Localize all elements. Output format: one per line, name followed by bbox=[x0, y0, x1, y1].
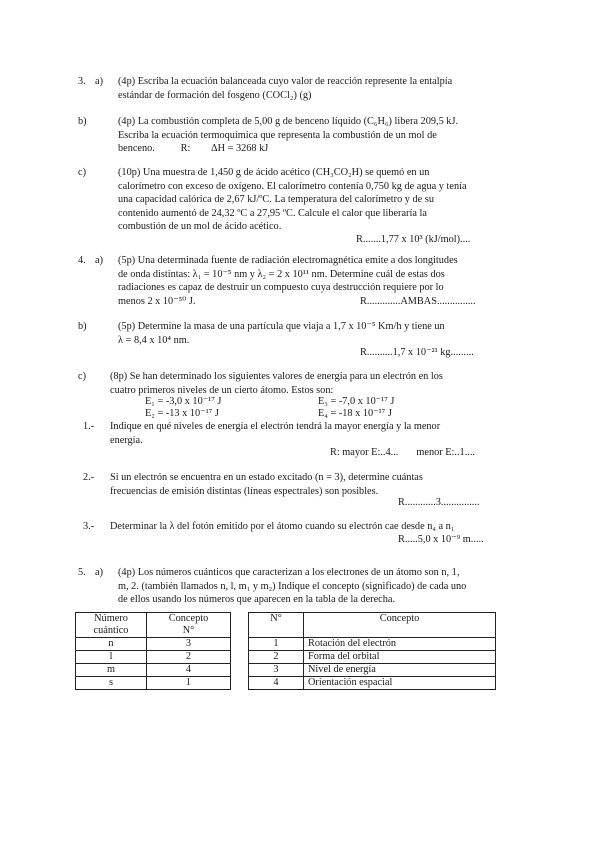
header-num: N° bbox=[249, 613, 304, 638]
qn-cell: n bbox=[76, 638, 147, 651]
num-cell: 4 bbox=[147, 664, 231, 677]
q4a-line3: radiaciones es capaz de destruir un compuesto cuya destrucción requiere por lo bbox=[118, 282, 444, 294]
table-header-row bbox=[76, 613, 231, 638]
table-row bbox=[249, 664, 496, 677]
table-header-row bbox=[249, 613, 496, 638]
q4-sub2-answer: R............3............... bbox=[398, 497, 480, 508]
header-concepto-line1: Concepto bbox=[168, 613, 209, 624]
q5-number: 5. bbox=[78, 567, 86, 578]
header-concepto: Concepto bbox=[304, 613, 496, 638]
q4b-line2: λ = 8,4 x 10⁴ nm. bbox=[118, 334, 190, 346]
q3c-line4: contenido aumentó de 24,32 ºC a 27,95 ºC. Calcule el calor que liberaría la bbox=[118, 207, 427, 219]
q4-sub1-label: 1.- bbox=[83, 421, 95, 432]
q3b-label: b) bbox=[78, 116, 87, 127]
q4c-line2: cuatro primeros niveles de un cierto átomo. Estos son: bbox=[110, 384, 334, 396]
q4-sub2-line2: frecuencias de emisión distintas (líneas espectrales) son posibles. bbox=[110, 485, 379, 497]
q4-sub1-line1: Indique en qué niveles de energía el electrón tendrá la mayor energía y la menor bbox=[110, 421, 441, 432]
q4-sub2-line1: Si un electrón se encuentra en un estado excitado (n = 3), determine cuántas bbox=[110, 472, 423, 483]
q4-sub2-text bbox=[110, 471, 496, 498]
q4a-label: a) bbox=[95, 255, 103, 266]
table-row bbox=[76, 638, 231, 651]
q3a-label: a) bbox=[95, 76, 103, 87]
q4a-line4: menos 2 x 10⁻⁵⁰ J. bbox=[118, 295, 196, 307]
qn-cell: m bbox=[76, 664, 147, 677]
q4-sub3-label: 3.- bbox=[83, 521, 95, 532]
q4b-text bbox=[118, 320, 496, 347]
q4-number: 4. bbox=[78, 255, 86, 266]
q4a-line1: (5p) Una determinada fuente de radiación electromagnética emite a dos longitudes bbox=[118, 255, 458, 266]
num-cell: 2 bbox=[147, 651, 231, 664]
num-cell: 3 bbox=[147, 638, 231, 651]
num-cell: 1 bbox=[147, 677, 231, 690]
q3b-text bbox=[118, 115, 496, 156]
q5a-line3: de ellos usando los números que aparecen en la tabla de la derecha. bbox=[118, 594, 396, 606]
header-numero-cuantico bbox=[76, 613, 147, 638]
q5a-line2: m, 2. (también llamados n, l, m₁ y m₂) Indique el concepto (significado) de cada uno bbox=[118, 580, 467, 592]
q4-sub3-line1: Determinar la λ del fotón emitido por el átomo cuando su electrón cae desde n₄ a n₁ bbox=[110, 521, 455, 532]
table-row bbox=[76, 651, 231, 664]
q4c-e4: E₄ = -18 x 10⁻¹⁷ J bbox=[318, 408, 392, 419]
num-cell: 1 bbox=[249, 638, 304, 651]
q4-sub3-text bbox=[110, 520, 496, 534]
num-cell: 2 bbox=[249, 651, 304, 664]
q4b-answer: R..........1,7 x 10⁻²¹ kg......... bbox=[360, 347, 474, 358]
q3b-line1: (4p) La combustión completa de 5,00 g de benceno líquido (C₆H₆) libera 209,5 kJ. bbox=[118, 116, 459, 127]
q4c-label: c) bbox=[78, 371, 86, 382]
q5a-label: a) bbox=[95, 567, 103, 578]
q5a-line1: (4p) Los números cuánticos que caracterizan a los electrones de un átomo son n, 1, bbox=[118, 567, 460, 578]
q3c-label: c) bbox=[78, 167, 86, 178]
q4-sub1-line2: energía. bbox=[110, 434, 143, 446]
table-row bbox=[76, 664, 231, 677]
q4a-answer: R.............AMBAS............... bbox=[360, 296, 476, 307]
num-cell: 4 bbox=[249, 677, 304, 690]
q3c-line1: (10p) Una muestra de 1,450 g de ácido acético (CH₃CO₂H) se quemó en un bbox=[118, 167, 430, 178]
q4-sub1-answer: R: mayor E:..4... menor E:..1.... bbox=[330, 447, 475, 458]
q5a-text bbox=[118, 566, 496, 607]
q4-sub1-text bbox=[110, 420, 496, 447]
q3c-answer: R.......1,77 x 10³ (kJ/mol).... bbox=[356, 234, 471, 245]
q4b-line1: (5p) Determine la masa de una partícula que viaja a 1,7 x 10⁻⁵ Km/h y tiene un bbox=[118, 321, 445, 332]
concepts-table bbox=[248, 612, 496, 690]
q3a-line1: (4p) Escriba la ecuación balanceada cuyo valor de reacción represente la entalpía bbox=[118, 76, 453, 87]
header-numero-line1: Número bbox=[94, 613, 128, 624]
q3c-text bbox=[118, 166, 496, 234]
q4a-line2: de onda distintas: λ₁ = 10⁻⁵ nm y λ₂ = 2 x 10¹¹ nm. Determine cuál de estas dos bbox=[118, 268, 445, 280]
q3c-line2: calorímetro con exceso de oxígeno. El calorímetro contenía 0,750 kg de agua y tenía bbox=[118, 180, 467, 192]
concept-cell: Nivel de energía bbox=[304, 664, 496, 677]
q4c-e1: E₁ = -3,0 x 10⁻¹⁷ J bbox=[145, 396, 222, 407]
q4c-line1: (8p) Se han determinado los siguientes valores de energía para un electrón en los bbox=[110, 371, 443, 382]
q3c-line5: combustión de un mol de ácido acético. bbox=[118, 221, 282, 233]
concept-cell: Rotación del electrón bbox=[304, 638, 496, 651]
header-concepto-num bbox=[147, 613, 231, 638]
q3b-line2: Escriba la ecuación termoquímica que representa la combustión de un mol de bbox=[118, 129, 437, 141]
header-concepto-line2: N° bbox=[182, 625, 195, 636]
quantum-numbers-table bbox=[75, 612, 231, 690]
concept-cell: Forma del orbital bbox=[304, 651, 496, 664]
concept-cell: Orientación espacial bbox=[304, 677, 496, 690]
header-numero-line2: cuántico bbox=[93, 625, 129, 636]
q3a-line2: estándar de formación del fosgeno (COCl₂) (g) bbox=[118, 89, 312, 101]
table-row bbox=[249, 677, 496, 690]
q3-number: 3. bbox=[78, 76, 86, 87]
q3b-line3: benceno. R: ΔH = 3268 kJ bbox=[118, 143, 269, 155]
qn-cell: s bbox=[76, 677, 147, 690]
table-row bbox=[249, 638, 496, 651]
q4b-label: b) bbox=[78, 321, 87, 332]
q4c-e3: E₃ = -7,0 x 10⁻¹⁷ J bbox=[318, 396, 395, 407]
qn-cell: l bbox=[76, 651, 147, 664]
q3c-line3: una capacidad calórica de 2,67 kJ/ºC. La temperatura del calorímetro y de su bbox=[118, 194, 434, 206]
q4-sub2-label: 2.- bbox=[83, 472, 95, 483]
num-cell: 3 bbox=[249, 664, 304, 677]
table-row bbox=[76, 677, 231, 690]
q4c-e2: E₂ = -13 x 10⁻¹⁷ J bbox=[145, 408, 219, 419]
table-row bbox=[249, 651, 496, 664]
q3a-text bbox=[118, 75, 496, 102]
q4c-text bbox=[110, 370, 496, 397]
q4-sub3-answer: R.....5,0 x 10⁻⁹ m..... bbox=[398, 534, 484, 545]
